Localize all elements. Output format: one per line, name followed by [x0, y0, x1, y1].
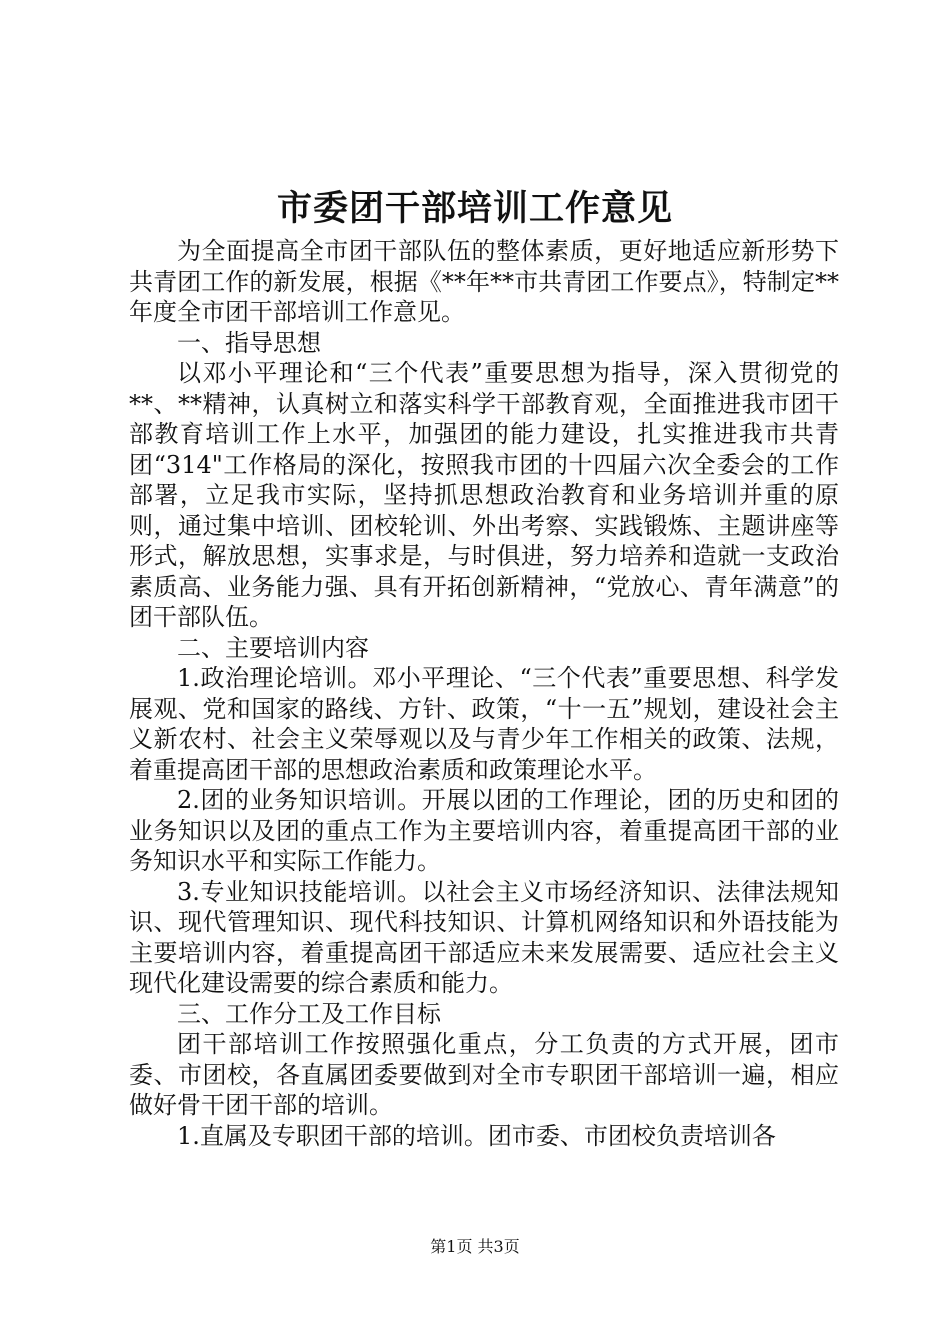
page-footer: 第1页 共3页	[430, 1237, 520, 1256]
professional-skills-paragraph: 3.专业知识技能培训。以社会主义市场经济知识、法律法规知识、现代管理知识、现代科技知识、计算机网络知识和外语技能为主要培训内容，着重提高团干部适应未来发展需要、适应社会主义现代化建设需要的综合素质和能力。	[129, 877, 839, 997]
division-paragraph: 团干部培训工作按照强化重点，分工负责的方式开展，团市委、市团校，各直属团委要做到对全市专职团干部培训一遍，相应做好骨干团干部的培训。	[129, 1030, 839, 1119]
political-theory-paragraph: 1.政治理论培训。邓小平理论、“三个代表”重要思想、科学发展观、党和国家的路线、方针、政策，“十一五”规划，建设社会主义新农村、社会主义荣辱观以及与青少年工作相关的政策、法规，着重提高团干部的思想政治素质和政策理论水平。	[129, 664, 839, 784]
section-heading-training-content: 二、主要培训内容	[177, 633, 369, 662]
document-title: 市委团干部培训工作意见	[276, 188, 673, 229]
section-heading-guiding-ideology: 一、指导思想	[177, 328, 321, 357]
document-body	[129, 236, 839, 1151]
section-heading-division-goals: 三、工作分工及工作目标	[177, 999, 441, 1028]
guiding-ideology-paragraph: 以邓小平理论和“三个代表”重要思想为指导，深入贯彻党的**、**精神，认真树立和落实科学干部教育观，全面推进我市团干部教育培训工作上水平，加强团的能力建设，扎实推进我市共青团“314"工作格局的深化，按照我市团的十四届六次全委会的工作部署，立足我市实际，坚持抓思想政治教育和业务培训并重的原则，通过集中培训、团校轮训、外出考察、实践锻炼、主题讲座等形式，解放思想，实事求是，与时俱进，努力培养和造就一支政治素质高、业务能力强、具有开拓创新精神，“党放心、青年满意”的团干部队伍。	[129, 359, 839, 631]
direct-training-paragraph: 1.直属及专职团干部的培训。团市委、市团校负责培训各	[177, 1121, 776, 1150]
intro-paragraph: 为全面提高全市团干部队伍的整体素质，更好地适应新形势下共青团工作的新发展，根据《**年**市共青团工作要点》，特制定**年度全市团干部培训工作意见。	[129, 237, 839, 326]
league-business-paragraph: 2.团的业务知识培训。开展以团的工作理论，团的历史和团的业务知识以及团的重点工作为主要培训内容，着重提高团干部的业务知识水平和实际工作能力。	[129, 786, 839, 875]
